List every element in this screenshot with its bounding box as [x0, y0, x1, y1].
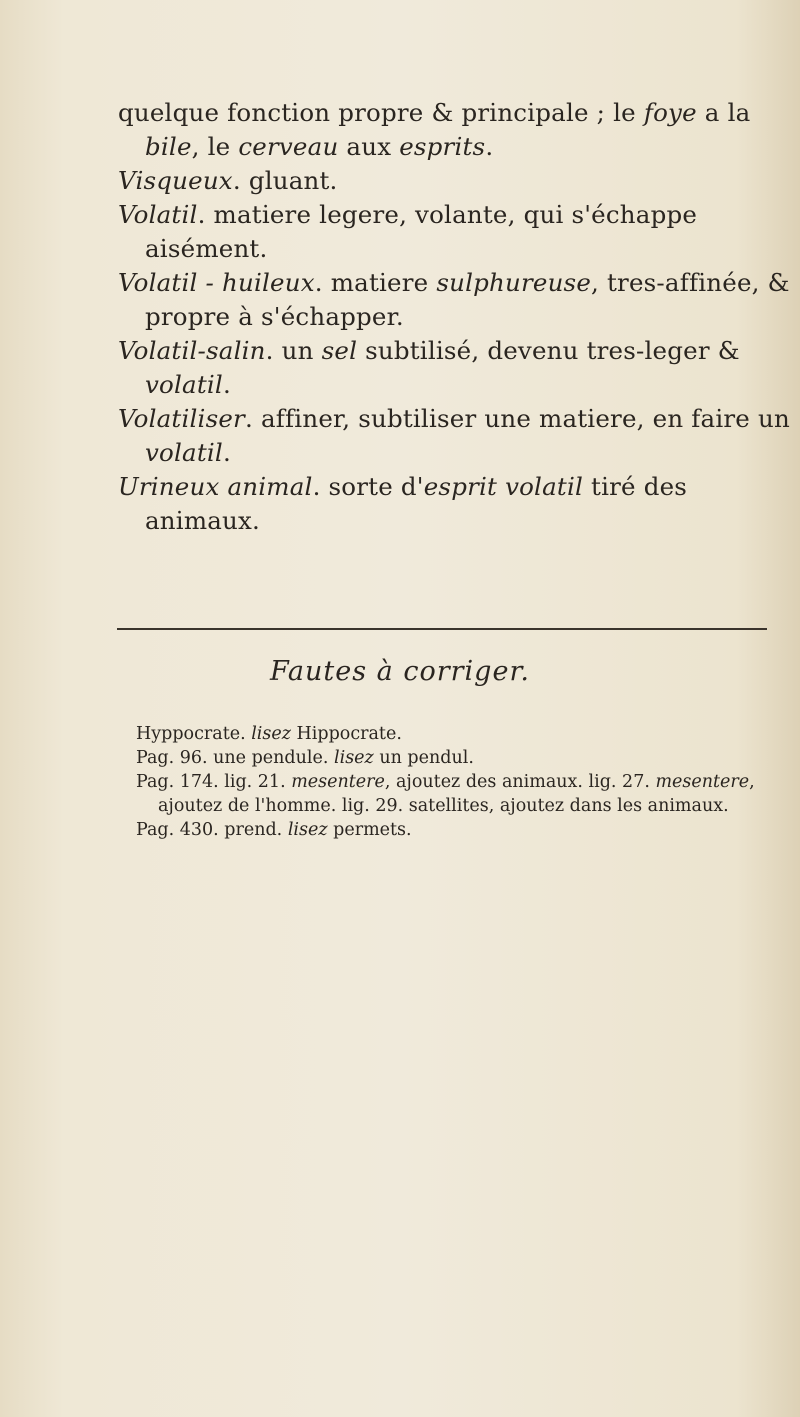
errata-row: Pag. 430. prend. lisez permets. [136, 820, 412, 840]
glossary-entry: Volatil. matiere legere, volante, qui s'échappe aisément. [118, 200, 698, 263]
errata-row: Pag. 96. une pendule. lisez un pendul. [136, 748, 474, 768]
glossary-entry: Urineux animal. sorte d'esprit volatil tiré des animaux. [118, 472, 688, 535]
errata-title: Fautes à corriger. [270, 656, 530, 687]
glossary-entry: Visqueux. gluant. [118, 166, 338, 195]
errata-list [136, 722, 786, 842]
glossary-entry: Volatil-salin. un sel subtilisé, devenu tres-leger & volatil. [118, 336, 740, 399]
glossary-entry: Volatil - huileux. matiere sulphureuse, tres-affinée, & propre à s'échapper. [118, 268, 790, 331]
glossary-entry: Volatiliser. affiner, subtiliser une matiere, en faire un volatil. [118, 404, 790, 467]
errata-row: Hyppocrate. lisez Hippocrate. [136, 724, 402, 744]
glossary-section [118, 96, 790, 538]
glossary-entry: quelque fonction propre & principale ; le foye a la bile, le cerveau aux esprits. [118, 98, 751, 161]
section-divider [117, 628, 767, 630]
errata-row: Pag. 174. lig. 21. mesentere, ajoutez des animaux. lig. 27. mesentere, ajoutez de l'homme. lig. 29. satellites, ajoutez dans les animaux. [136, 772, 755, 816]
